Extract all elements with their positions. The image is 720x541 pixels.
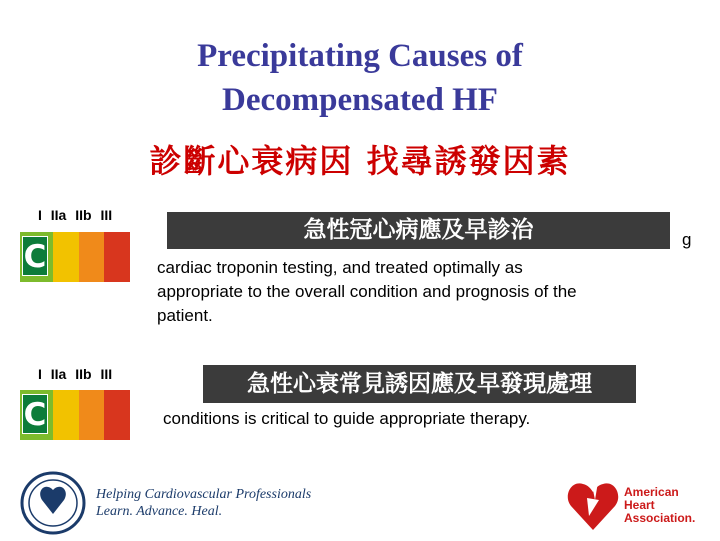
class-IIa-label: IIa <box>50 366 67 382</box>
text-line: appropriate to the overall condition and prognosis of the <box>157 282 577 301</box>
partial-hidden-text: g <box>682 230 692 249</box>
slide-title-line-2: Decompensated HF <box>222 82 498 118</box>
class-IIa-label: IIa <box>50 207 67 223</box>
class-I-label: I <box>38 366 42 382</box>
acc-seal-logo <box>18 470 88 541</box>
aha-heart-torch-icon <box>565 470 621 541</box>
chinese-overlay-banner-1: 急性冠心病應及早診治 <box>167 212 670 249</box>
acc-tagline-line-1: Helping Cardiovascular Professionals <box>96 487 312 502</box>
text-line: conditions is critical to guide appropriate therapy. <box>163 409 531 428</box>
class-I-label: I <box>38 207 42 223</box>
acc-tagline <box>96 486 311 520</box>
recommendation-text-2 <box>163 407 530 431</box>
level-of-evidence-badge: C <box>22 236 48 276</box>
class-III-bar <box>104 232 130 282</box>
recommendation-text-1 <box>157 256 577 328</box>
class-IIa-bar <box>53 232 79 282</box>
class-I-bar <box>20 232 53 282</box>
class-III-label: III <box>100 207 113 223</box>
aha-wordmark <box>624 486 695 525</box>
class-IIb-bar <box>79 232 104 282</box>
acc-tagline-line-2: Learn. Advance. Heal. <box>96 504 223 519</box>
class-III-label: III <box>100 366 113 382</box>
class-IIa-bar <box>53 390 79 440</box>
class-IIb-label: IIb <box>75 366 92 382</box>
class-IIb-label: IIb <box>75 207 92 223</box>
slide-title-line-1: Precipitating Causes of <box>197 38 523 74</box>
text-line: patient. <box>157 306 213 325</box>
level-of-evidence-badge: C <box>22 394 48 434</box>
class-I-bar <box>20 390 53 440</box>
class-color-bar-1 <box>20 232 130 282</box>
class-color-bar-2 <box>20 390 130 440</box>
slide-subtitle-chinese: 診斷心衰病因 找尋誘發因素 <box>149 142 571 180</box>
class-labels-row-2 <box>38 366 117 382</box>
text-line: cardiac troponin testing, and treated optimally as <box>157 258 523 277</box>
class-IIb-bar <box>79 390 104 440</box>
class-III-bar <box>104 390 130 440</box>
aha-line-2: Heart <box>624 498 655 512</box>
aha-line-1: American <box>624 485 679 499</box>
aha-line-3: Association. <box>624 511 696 525</box>
class-labels-row-1 <box>38 207 117 223</box>
chinese-overlay-banner-2: 急性心衰常見誘因應及早發現處理 <box>203 365 636 403</box>
